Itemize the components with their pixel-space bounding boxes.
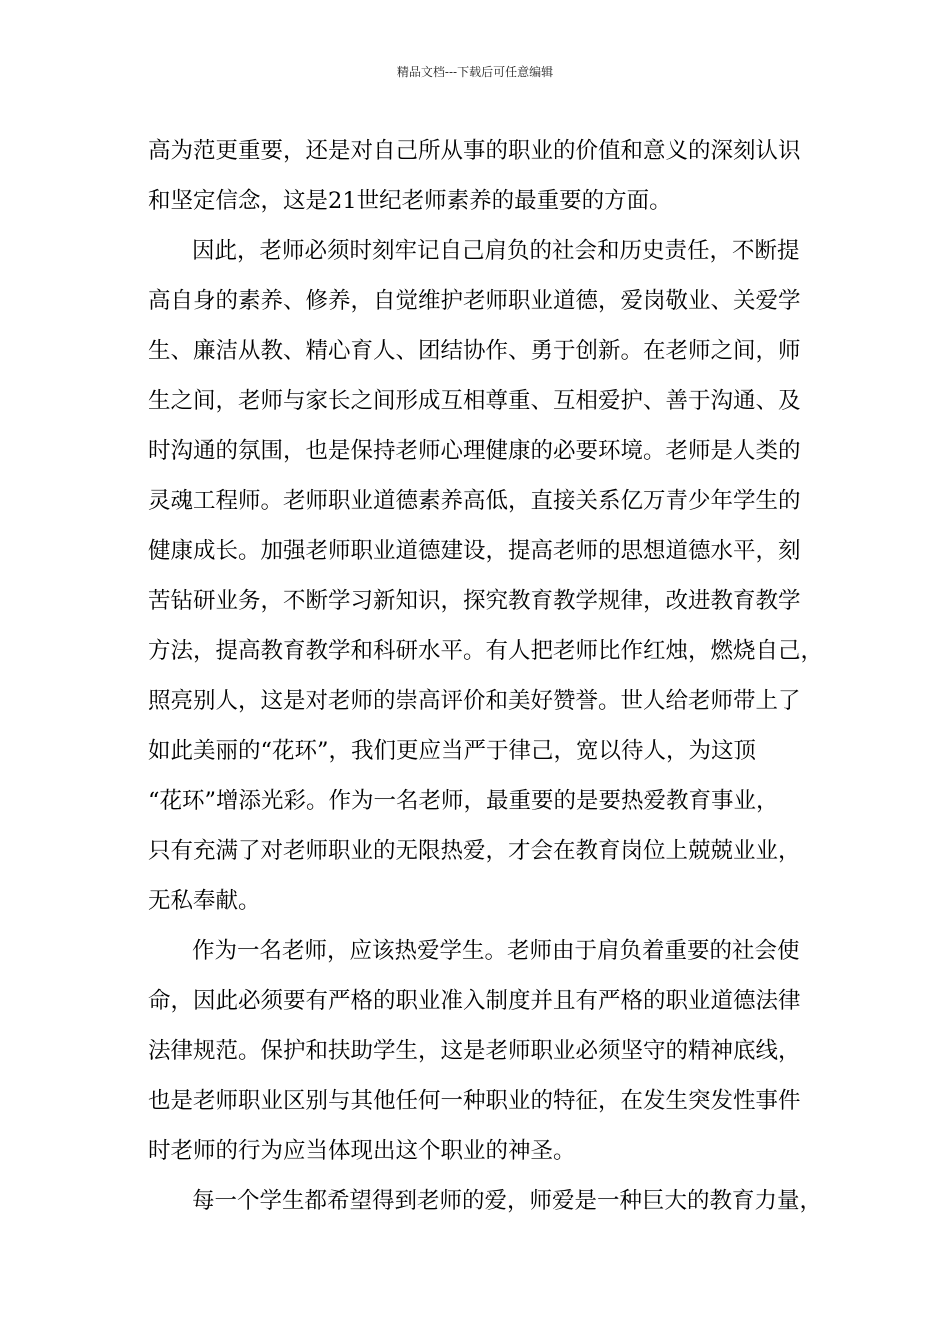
document-body [148,126,838,1226]
paragraph-2 [148,226,838,926]
text-line: 苦钻研业务，不断学习新知识，探究教育教学规律，改进教育教学 [148,588,801,614]
text-line: 和坚定信念，这是21世纪老师素养的最重要的方面。 [148,188,672,214]
text-line: 高为范更重要，还是对自己所从事的职业的价值和意义的深刻认识 [148,138,801,164]
paragraph-4 [148,1176,838,1226]
text-line: 时沟通的氛围，也是保持老师心理健康的必要环境。老师是人类的 [148,438,801,464]
text-line: 也是老师职业区别与其他任何一种职业的特征，在发生突发性事件 [148,1088,801,1114]
text-line: 照亮别人，这是对老师的崇高评价和美好赞誉。世人给老师带上了 [148,688,801,714]
text-line: 只有充满了对老师职业的无限热爱，才会在教育岗位上兢兢业业， [148,838,801,864]
text-line: 法律规范。保护和扶助学生，这是老师职业必须坚守的精神底线， [148,1038,801,1064]
text-line: 方法，提高教育教学和科研水平。有人把老师比作红烛，燃烧自己， [148,638,824,664]
text-line: 时老师的行为应当体现出这个职业的神圣。 [148,1138,576,1164]
text-line: 命，因此必须要有严格的职业准入制度并且有严格的职业道德法律 [148,988,801,1014]
text-line: 生之间，老师与家长之间形成互相尊重、互相爱护、善于沟通、及 [148,388,801,414]
text-line: 因此，老师必须时刻牢记自己肩负的社会和历史责任，不断提 [192,238,800,264]
text-line: 每一个学生都希望得到老师的爱，师爱是一种巨大的教育力量， [192,1188,823,1214]
text-line: 健康成长。加强老师职业道德建设，提高老师的思想道德水平，刻 [148,538,801,564]
paragraph-1 [148,126,838,226]
paragraph-3 [148,926,838,1176]
text-line: 如此美丽的“花环”，我们更应当严于律己，宽以待人，为这顶 [148,738,757,764]
text-line: 无私奉献。 [148,888,261,914]
text-line: “花环”增添光彩。作为一名老师，最重要的是要热爱教育事业， [148,788,779,814]
text-line: 灵魂工程师。老师职业道德素养高低，直接关系亿万青少年学生的 [148,488,801,514]
text-line: 作为一名老师，应该热爱学生。老师由于肩负着重要的社会使 [192,938,800,964]
text-line: 高自身的素养、修养，自觉维护老师职业道德，爱岗敬业、关爱学 [148,288,801,314]
page-header: 精品文档---下载后可任意编辑 [396,65,554,79]
text-line: 生、廉洁从教、精心育人、团结协作、勇于创新。在老师之间，师 [148,338,801,364]
